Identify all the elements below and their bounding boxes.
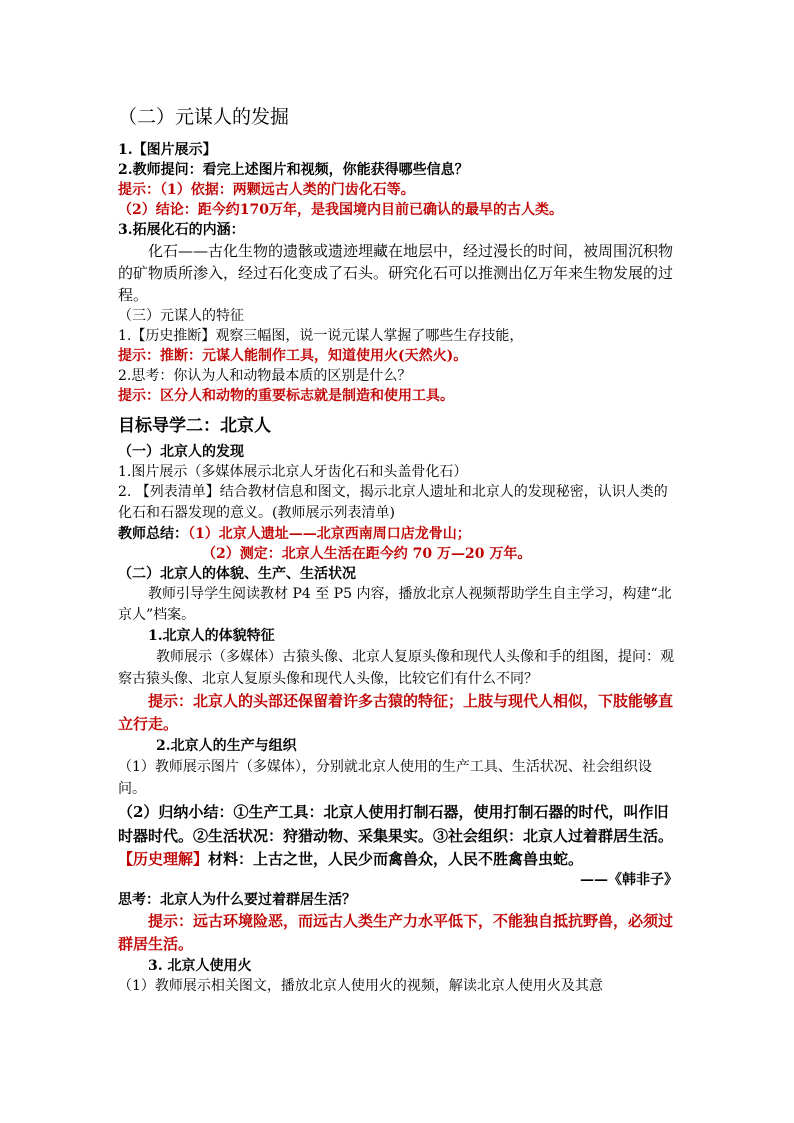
document-page: [118, 104, 678, 996]
line-thinking: 2.思考：你认为人和动物最本质的区别是什么？: [118, 368, 412, 384]
paragraph-teacher-display: 教师展示（多媒体）古猿头像、北京人复原头像和现代人头像和手的组图，提问：观察古猿头像、北京人复原头像和现代人头像，比较它们有什么不同？: [118, 649, 674, 687]
paragraph-fire-video: （1）教师展示相关图文，播放北京人使用火的视频，解读北京人使用火及其意: [118, 978, 603, 994]
subheading-production: 2.北京人的生产与组织: [156, 738, 297, 754]
hint-distinction: 提示：区分人和动物的重要标志就是制造和使用工具。: [118, 388, 454, 404]
subheading-appearance: 1.北京人的体貌特征: [148, 628, 275, 644]
line-teacher-question: 2.教师提问：看完上述图片和视频，你能获得哪些信息？: [118, 162, 469, 178]
hint-appearance: 提示：北京人的头部还保留着许多古猿的特征；上肢与现代人相似，下肢能够直立行走。: [118, 692, 674, 733]
subheading-peking-discovery: （一）北京人的发现: [118, 444, 244, 460]
paragraph-list: 2. 【列表清单】结合教材信息和图文，揭示北京人遗址和北京人的发现秘密，认识人类的化石和石器发现的意义。(教师展示列表清单): [118, 484, 668, 521]
hint-basis: 提示：（1）依据：两颗远古人类的门齿化石等。: [118, 182, 415, 198]
hint-group-life: 提示：远古环境险恶，而远古人类生产力水平低下，不能独自抵抗野兽，必须过群居生活。: [118, 912, 674, 953]
line-history-inference: 1.【历史推断】观察三幅图，说一说元谋人掌握了哪些生存技能，: [118, 328, 524, 344]
subheading-peking-status: （二）北京人的体貌、生产、生活状况: [118, 566, 356, 582]
line-think-group-life: 思考：北京人为什么要过着群居生活？: [118, 892, 356, 908]
subheading-fire: 3. 北京人使用火: [148, 958, 252, 974]
teacher-summary-1: [118, 524, 678, 544]
teacher-summary-2: （2）测定：北京人生活在距今约 70 万—20 万年。: [202, 546, 532, 562]
summary-1-text: （1）北京人遗址——北京西南周口店龙骨山；: [188, 526, 471, 542]
line-picture-display: 1.【图片展示】: [118, 142, 217, 158]
citation-hanfeizi: ——《韩非子》: [580, 872, 678, 888]
paragraph-fossil-definition: 化石——古化生物的遗骸或遗迹埋藏在地层中，经过漫长的时间，被周围沉积物的矿物质所渗入，经过石化变成了石头。研究化石可以推测出亿万年来生物发展的过程。: [118, 242, 674, 304]
paragraph-guide-reading: 教师引导学生阅读教材 P4 至 P5 内容，播放北京人视频帮助学生自主学习，构建“北京人”档案。: [118, 586, 672, 623]
paragraph-teacher-pictures: （1）教师展示图片（多媒体），分别就北京人使用的生产工具、生活状况、社会组织设问。: [118, 759, 652, 797]
line-fossil-extension: 3.拓展化石的内涵：: [118, 222, 245, 238]
line-history-understanding: [118, 848, 678, 870]
section-title-yuanmou-discovery: （二）元谋人的发掘: [118, 106, 290, 128]
hint-conclusion: （2）结论：距今约170万年，是我国境内目前已确认的最早的古人类。: [118, 202, 563, 218]
subheading-yuanmou-features: （三）元谋人的特征: [118, 308, 244, 324]
history-understanding-label: 【历史理解】: [118, 850, 209, 868]
goal-heading-peking-man: 目标导学二：北京人: [118, 416, 271, 436]
material-text: 材料：上古之世，人民少而禽兽众，人民不胜禽兽虫蛇。: [208, 850, 584, 868]
hint-inference: 提示：推断：元谋人能制作工具，知道使用火(天然火)。: [118, 348, 468, 364]
line-picture-fossils: 1.图片展示（多媒体展示北京人牙齿化石和头盖骨化石）: [118, 464, 468, 480]
summary-label: 教师总结：: [118, 526, 188, 542]
paragraph-summary: （2）归纳小结：①生产工具：北京人使用打制石器，使用打制石器的时代，叫作旧时器时代。②生活状况：狩猎动物、采集果实。③社会组织：北京人过着群居生活。: [118, 803, 674, 845]
